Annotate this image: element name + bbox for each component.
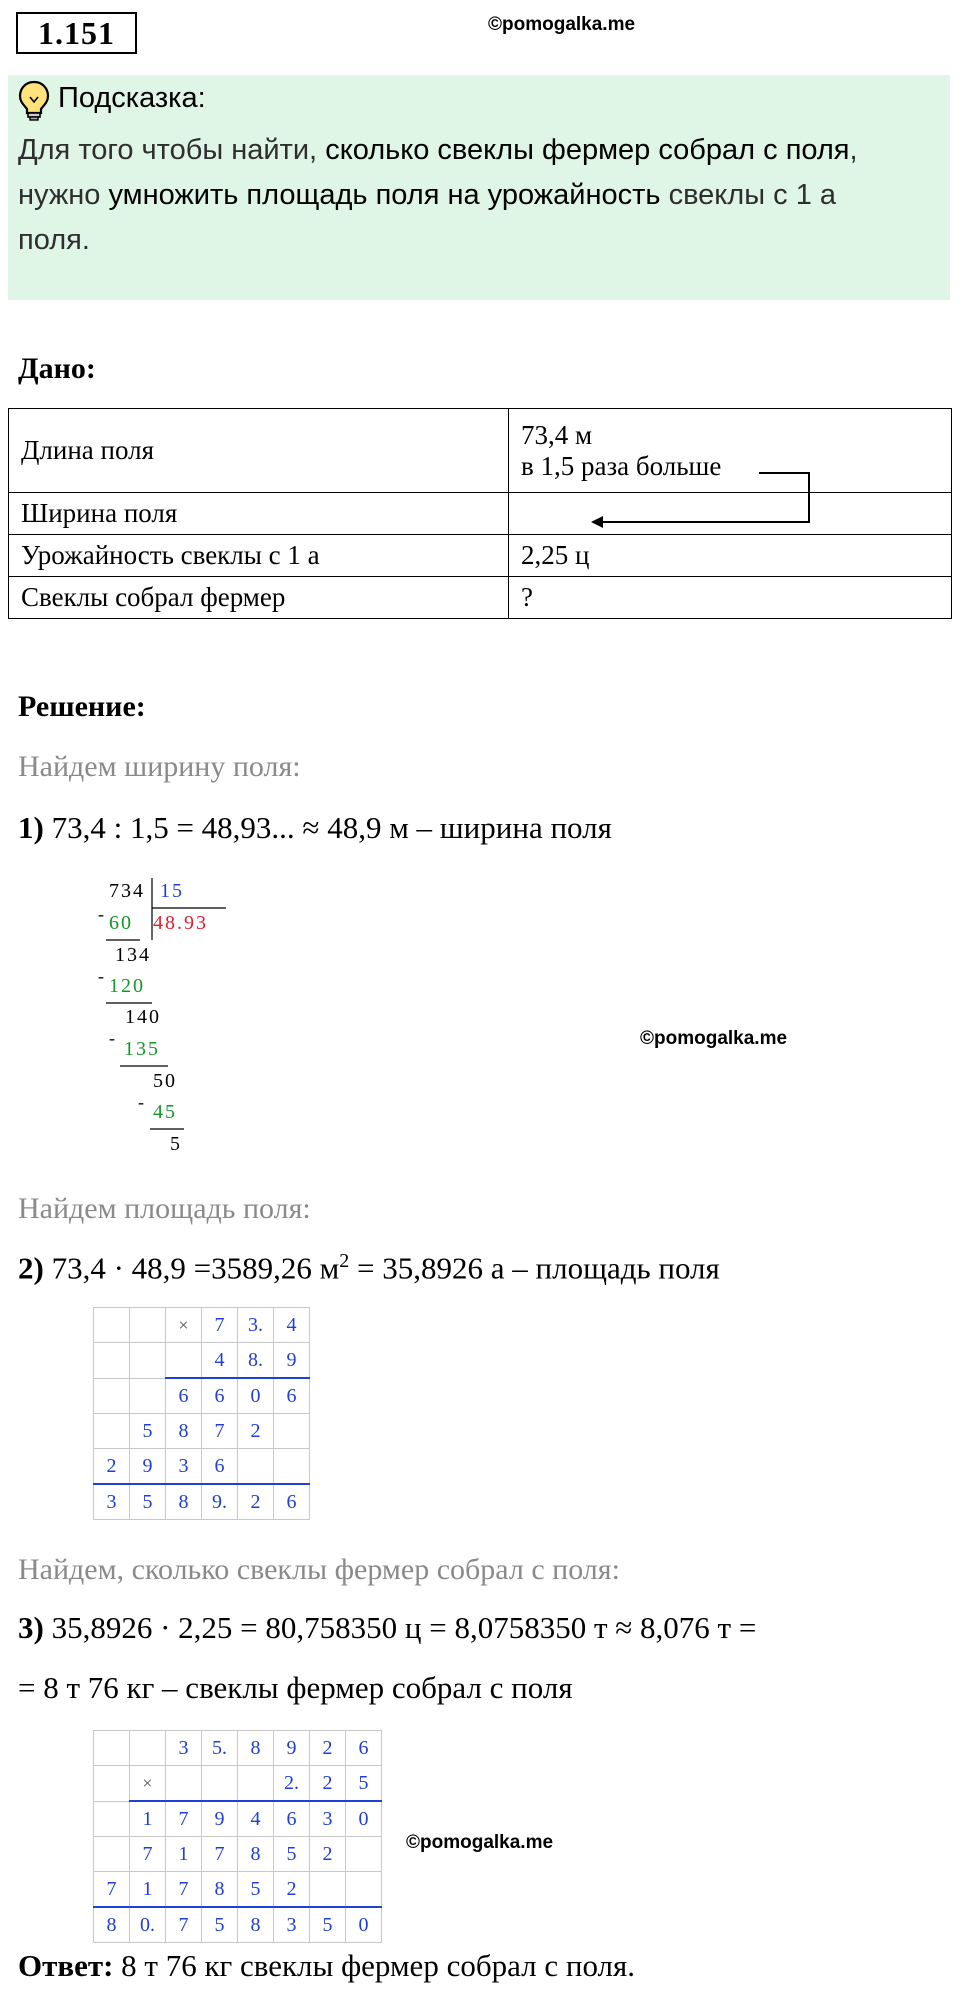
grid-cell: 9 xyxy=(274,1731,310,1766)
grid-cell xyxy=(94,1731,130,1766)
division-subtrahend: 120 xyxy=(109,975,145,997)
grid-cell: 1 xyxy=(166,1837,202,1872)
grid-cell: 8. xyxy=(238,1343,274,1379)
grid-cell: 2 xyxy=(310,1731,346,1766)
grid-cell: 4 xyxy=(274,1308,310,1343)
grid-cell: × xyxy=(166,1308,202,1343)
grid-cell xyxy=(274,1449,310,1485)
grid-cell: 5 xyxy=(274,1837,310,1872)
grid-row xyxy=(94,1308,310,1343)
minus-sign: - xyxy=(138,1092,146,1112)
division-subtrahend: 135 xyxy=(124,1038,160,1060)
division-remainder: 134 xyxy=(115,944,151,966)
grid-cell: 5 xyxy=(310,1907,346,1943)
grid-cell: 5 xyxy=(238,1872,274,1908)
grid-cell: 9 xyxy=(130,1449,166,1485)
hint-title: Подсказка: xyxy=(58,82,206,114)
division-remainder: 50 xyxy=(153,1070,177,1092)
division-remainder: 5 xyxy=(170,1133,182,1155)
grid-cell: 2 xyxy=(94,1449,130,1485)
watermark: ©pomogalka.me xyxy=(488,14,636,35)
grid-cell: 7 xyxy=(130,1837,166,1872)
grid-cell xyxy=(346,1837,382,1872)
division-subtrahend: 60 xyxy=(109,912,133,934)
hint-text-part: , xyxy=(849,134,858,166)
grid-cell: 6 xyxy=(274,1378,310,1414)
grid-cell: 5 xyxy=(130,1414,166,1449)
grid-cell xyxy=(130,1378,166,1414)
hint-highlight: умножить площадь поля на урожайность xyxy=(108,179,661,211)
step2-expression: 73,4 · 48,9 =3589,26 м xyxy=(43,1250,340,1286)
grid-cell: 3. xyxy=(238,1308,274,1343)
grid-cell: 5. xyxy=(202,1731,238,1766)
grid-cell: 6 xyxy=(274,1801,310,1837)
step1-title: Найдем ширину поля: xyxy=(18,750,301,783)
step1-expression: 73,4 : 1,5 = 48,93... ≈ 48,9 м – ширина поля xyxy=(43,810,612,845)
grid-cell xyxy=(166,1766,202,1802)
grid-cell: 7 xyxy=(166,1907,202,1943)
grid-cell: 0 xyxy=(346,1801,382,1837)
step-number: 2) xyxy=(18,1250,44,1286)
given-label: Свеклы собрал фермер xyxy=(9,577,509,619)
grid-cell: 7 xyxy=(202,1837,238,1872)
hint-highlight: сколько свеклы фермер собрал с поля xyxy=(325,134,850,166)
step3-title: Найдем, сколько свеклы фермер собрал с поля: xyxy=(18,1553,620,1586)
step-number: 3) xyxy=(18,1610,44,1645)
grid-cell xyxy=(310,1872,346,1908)
grid-row xyxy=(94,1766,382,1802)
step2-equation xyxy=(18,1250,720,1286)
grid-cell: 8 xyxy=(94,1907,130,1943)
grid-cell: 5 xyxy=(346,1766,382,1802)
minus-sign: - xyxy=(98,904,106,924)
grid-cell: 2. xyxy=(274,1766,310,1802)
given-heading: Дано: xyxy=(18,352,96,385)
answer-text: 8 т 76 кг свеклы фермер собрал с поля. xyxy=(113,1948,636,1983)
grid-cell: 4 xyxy=(202,1343,238,1379)
grid-cell xyxy=(94,1378,130,1414)
grid-row xyxy=(94,1801,382,1837)
grid-cell: 6 xyxy=(274,1484,310,1520)
grid-cell xyxy=(94,1343,130,1379)
grid-cell: 2 xyxy=(310,1837,346,1872)
grid-cell: 9 xyxy=(274,1343,310,1379)
grid-cell: 6 xyxy=(202,1449,238,1485)
step3-equation-cont: = 8 т 76 кг – свеклы фермер собрал с поля xyxy=(18,1670,573,1705)
multiplication-grid-2 xyxy=(93,1730,382,1943)
grid-cell xyxy=(274,1414,310,1449)
grid-cell xyxy=(94,1801,130,1837)
grid-cell: 2 xyxy=(274,1872,310,1908)
grid-row xyxy=(94,1907,382,1943)
superscript: 2 xyxy=(339,1250,350,1272)
grid-cell: 1 xyxy=(130,1872,166,1908)
grid-cell: 3 xyxy=(274,1907,310,1943)
hint-text-part: свеклы с 1 а xyxy=(660,179,837,211)
grid-cell: 6 xyxy=(346,1731,382,1766)
grid-cell xyxy=(202,1766,238,1802)
grid-cell: 8 xyxy=(238,1907,274,1943)
grid-row xyxy=(94,1449,310,1485)
watermark: ©pomogalka.me xyxy=(640,1028,788,1049)
grid-cell: 8 xyxy=(166,1414,202,1449)
grid-row xyxy=(94,1343,310,1379)
solution-heading: Решение: xyxy=(18,690,146,723)
grid-cell xyxy=(94,1766,130,1802)
grid-cell: 9. xyxy=(202,1484,238,1520)
grid-cell: 0 xyxy=(238,1378,274,1414)
grid-cell xyxy=(130,1343,166,1379)
grid-cell xyxy=(238,1766,274,1802)
grid-cell: 3 xyxy=(166,1449,202,1485)
step2-expression: = 35,8926 а – площадь поля xyxy=(349,1250,720,1286)
minus-sign: - xyxy=(109,1028,117,1048)
grid-cell: 0. xyxy=(130,1907,166,1943)
grid-row xyxy=(94,1872,382,1908)
grid-cell: 8 xyxy=(238,1731,274,1766)
hint-text-part: Для того чтобы найти, xyxy=(18,134,326,166)
grid-row xyxy=(94,1378,310,1414)
grid-row xyxy=(94,1484,310,1520)
grid-cell: 8 xyxy=(202,1872,238,1908)
grid-cell: 5 xyxy=(130,1484,166,1520)
given-value: 2,25 ц xyxy=(509,535,952,577)
grid-row xyxy=(94,1731,382,1766)
grid-cell: 5 xyxy=(202,1907,238,1943)
multiplication-grid-1 xyxy=(93,1307,310,1520)
step2-title: Найдем площадь поля: xyxy=(18,1192,311,1225)
length-value: 73,4 м xyxy=(521,419,593,450)
grid-cell: 6 xyxy=(166,1378,202,1414)
grid-cell: 2 xyxy=(238,1484,274,1520)
grid-cell xyxy=(94,1308,130,1343)
grid-cell: 7 xyxy=(166,1801,202,1837)
grid-cell: 3 xyxy=(166,1731,202,1766)
dividend: 734 xyxy=(109,880,145,902)
grid-cell: 7 xyxy=(202,1414,238,1449)
grid-cell xyxy=(238,1449,274,1485)
answer xyxy=(18,1948,635,1984)
grid-cell: 3 xyxy=(94,1484,130,1520)
grid-cell xyxy=(130,1308,166,1343)
division-subtrahend: 45 xyxy=(153,1101,177,1123)
watermark: ©pomogalka.me xyxy=(406,1832,554,1853)
quotient: 48.93 xyxy=(153,912,208,934)
given-label: Длина поля xyxy=(9,409,509,493)
grid-cell: 8 xyxy=(166,1484,202,1520)
ratio-note: в 1,5 раза больше xyxy=(521,450,722,481)
grid-cell: 7 xyxy=(202,1308,238,1343)
divisor: 15 xyxy=(160,880,184,902)
minus-sign: - xyxy=(98,966,106,986)
hint-text-part: нужно xyxy=(18,179,109,211)
problem-number: 1.151 xyxy=(16,12,137,54)
grid-cell: 7 xyxy=(166,1872,202,1908)
grid-cell: 9 xyxy=(202,1801,238,1837)
step3-expression: 35,8926 · 2,25 = 80,758350 ц = 8,0758350 т ≈ 8,076 т = xyxy=(43,1610,757,1645)
given-label: Ширина поля xyxy=(9,493,509,535)
grid-cell xyxy=(130,1731,166,1766)
given-label: Урожайность свеклы с 1 а xyxy=(9,535,509,577)
step-number: 1) xyxy=(18,810,44,845)
grid-cell: × xyxy=(130,1766,166,1802)
hint-text-part: поля. xyxy=(18,224,90,256)
division-remainder: 140 xyxy=(125,1006,161,1028)
given-value: ? xyxy=(509,577,952,619)
grid-cell: 7 xyxy=(94,1872,130,1908)
grid-cell xyxy=(346,1872,382,1908)
grid-cell: 6 xyxy=(202,1378,238,1414)
grid-cell xyxy=(94,1837,130,1872)
grid-cell xyxy=(166,1343,202,1379)
grid-cell xyxy=(94,1414,130,1449)
grid-cell: 3 xyxy=(310,1801,346,1837)
step3-equation xyxy=(18,1610,756,1646)
grid-cell: 8 xyxy=(238,1837,274,1872)
answer-label: Ответ: xyxy=(18,1948,114,1983)
grid-cell: 2 xyxy=(238,1414,274,1449)
grid-row xyxy=(94,1837,382,1872)
grid-cell: 2 xyxy=(310,1766,346,1802)
grid-row xyxy=(94,1414,310,1449)
grid-cell: 1 xyxy=(130,1801,166,1837)
grid-cell: 0 xyxy=(346,1907,382,1943)
grid-cell: 4 xyxy=(238,1801,274,1837)
